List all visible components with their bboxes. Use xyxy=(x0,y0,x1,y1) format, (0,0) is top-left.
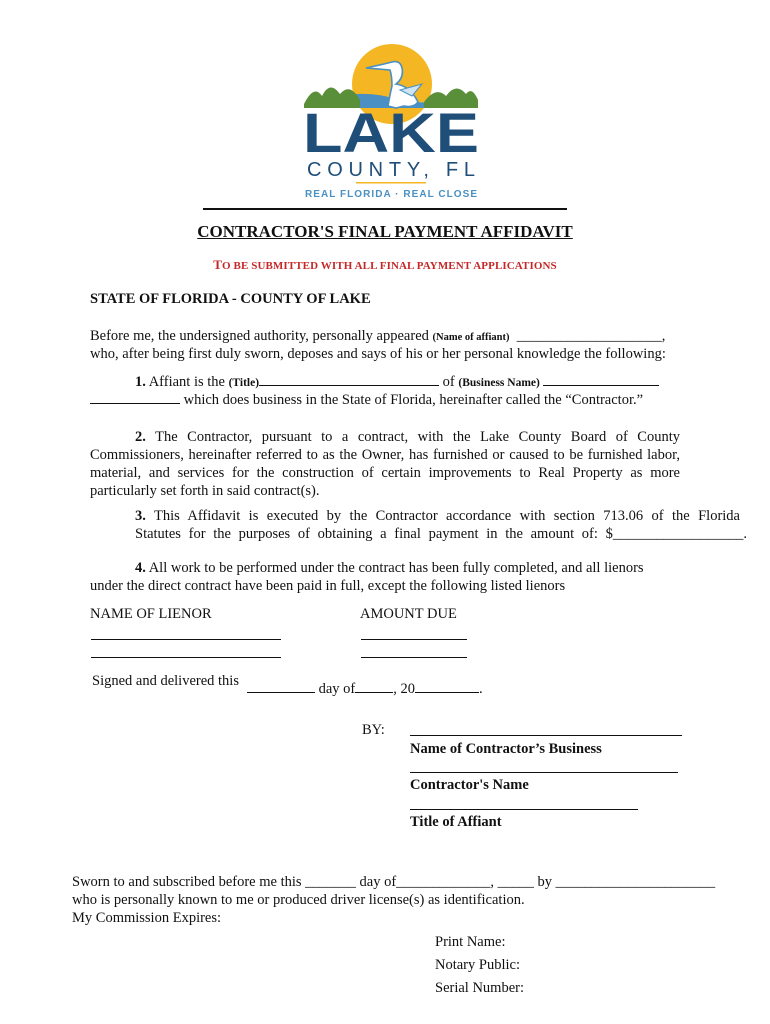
business-signature-line[interactable] xyxy=(410,735,682,736)
notary-public: Notary Public: xyxy=(435,957,520,973)
logo-tagline: REAL FLORIDA · REAL CLOSE xyxy=(305,189,477,200)
by-label: BY: xyxy=(362,722,385,738)
intro-line-1: Before me, the undersigned authority, personally appeared (Name of affiant) ____________________, xyxy=(90,328,666,344)
notary-identification-line: who is personally known to me or produced driver license(s) as identification. xyxy=(72,892,525,908)
signed-delivered-label: Signed and delivered this xyxy=(92,673,239,689)
notary-serial-number: Serial Number: xyxy=(435,980,524,996)
logo-county-text: COUNTY, FL xyxy=(307,159,475,181)
contractor-name-label: Contractor's Name xyxy=(410,777,529,793)
intro-line-2: who, after being first duly sworn, deposes and says of his or her personal knowledge the following: xyxy=(90,346,666,362)
business-name-label: Name of Contractor’s Business xyxy=(410,741,602,757)
paragraph-4-line-2: under the direct contract have been paid in full, except the following listed lienors xyxy=(90,578,566,594)
notary-print-name: Print Name: xyxy=(435,934,506,950)
paragraph-4-line-1: 4. All work to be performed under the contract has been fully completed, and all lienors xyxy=(135,560,644,576)
paragraph-1-line-1: 1. Affiant is the (Title) of (Business Name) xyxy=(135,373,659,392)
paragraph-1-line-2: which does business in the State of Florida, hereinafter called the “Contractor.” xyxy=(90,391,643,409)
header-rule xyxy=(203,208,567,210)
contractor-name-line[interactable] xyxy=(410,772,678,773)
paragraph-2: 2. The Contractor, pursuant to a contract, with the Lake County Board of County Commissioners, hereinafter referred to as the Owner, has furnished or caused to be furnished labor, material, and services for the construction of certain improvements to Real Property as more particularly set forth in said contract(s). xyxy=(90,429,680,499)
lienor-name-line-1[interactable] xyxy=(91,639,281,640)
signed-day-blank[interactable] xyxy=(247,680,315,693)
notary-commission-expires: My Commission Expires: xyxy=(72,910,222,926)
page-subtitle: TO BE SUBMITTED WITH ALL FINAL PAYMENT APPLICATIONS xyxy=(213,257,557,272)
paragraph-3-line-2: Statutes for the purposes of obtaining a final payment in the amount of: $__________________. xyxy=(135,526,747,542)
signed-date-line: day of , 20 . xyxy=(247,680,483,698)
lienor-amount-line-2[interactable] xyxy=(361,657,467,658)
column-header-amount-due: AMOUNT DUE xyxy=(360,606,457,622)
logo-lake-text: LAKE xyxy=(303,101,479,164)
title-affiant-label: Title of Affiant xyxy=(410,814,502,830)
notary-sworn-line: Sworn to and subscribed before me this _______ day of_____________, _____ by ______________________ xyxy=(72,874,716,890)
signed-year-blank[interactable] xyxy=(415,680,479,693)
signed-month-blank[interactable] xyxy=(355,680,393,693)
lake-county-logo xyxy=(300,44,482,202)
logo-divider xyxy=(356,182,426,184)
lienor-name-line-2[interactable] xyxy=(91,657,281,658)
page-title: CONTRACTOR'S FINAL PAYMENT AFFIDAVIT xyxy=(197,222,573,241)
paragraph-3-line-1: 3. This Affidavit is executed by the Contractor accordance with section 713.06 of the Florida xyxy=(135,508,740,524)
state-county-line: STATE OF FLORIDA - COUNTY OF LAKE xyxy=(90,291,371,307)
lienor-amount-line-1[interactable] xyxy=(361,639,467,640)
column-header-name-of-lienor: NAME OF LIENOR xyxy=(90,606,212,622)
title-affiant-line[interactable] xyxy=(410,809,638,810)
